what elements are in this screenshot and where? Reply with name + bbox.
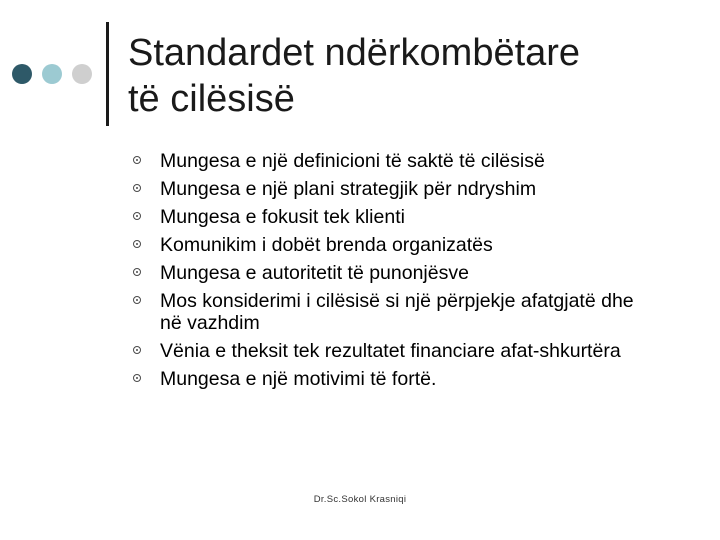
bullet-list	[130, 150, 650, 396]
bullet-item	[130, 368, 650, 390]
circle-bullet-icon	[133, 296, 141, 304]
circle-bullet-icon	[133, 212, 141, 220]
bullet-item	[130, 150, 650, 172]
bullet-text: Komunikim i dobët brenda organizatës	[160, 234, 493, 256]
decorative-dot-light-icon	[72, 64, 92, 84]
circle-bullet-icon	[133, 374, 141, 382]
decorative-dot-dark-icon	[12, 64, 32, 84]
bullet-text: Mos konsiderimi i cilësisë si një përpjekje afatgjatë dhe në vazhdim	[160, 290, 634, 334]
bullet-text: Mungesa e një definicioni të saktë të cilësisë	[160, 150, 545, 172]
circle-bullet-icon	[133, 346, 141, 354]
bullet-text: Vënia e theksit tek rezultatet financiare afat-shkurtëra	[160, 340, 621, 362]
decorative-dot-mid-icon	[42, 64, 62, 84]
circle-bullet-icon	[133, 156, 141, 164]
slide-title-line-1: Standardet ndërkombëtare	[128, 32, 581, 74]
bullet-text: Mungesa e një motivimi të fortë.	[160, 368, 437, 390]
slide-title	[128, 30, 688, 122]
bullet-text: Mungesa e autoritetit të punonjësve	[160, 262, 469, 284]
title-divider	[106, 22, 109, 126]
bullet-text: Mungesa e një plani strategjik për ndryshim	[160, 178, 537, 200]
circle-bullet-icon	[133, 184, 141, 192]
bullet-item	[130, 234, 650, 256]
bullet-item	[130, 290, 650, 334]
bullet-item	[130, 206, 650, 228]
slide-title-line-2: të cilësisë	[128, 78, 295, 120]
bullet-text: Mungesa e fokusit tek klienti	[160, 206, 405, 228]
bullet-item	[130, 262, 650, 284]
bullet-item	[130, 178, 650, 200]
slide-footer-author: Dr.Sc.Sokol Krasniqi	[313, 494, 407, 505]
circle-bullet-icon	[133, 268, 141, 276]
circle-bullet-icon	[133, 240, 141, 248]
bullet-item	[130, 340, 650, 362]
